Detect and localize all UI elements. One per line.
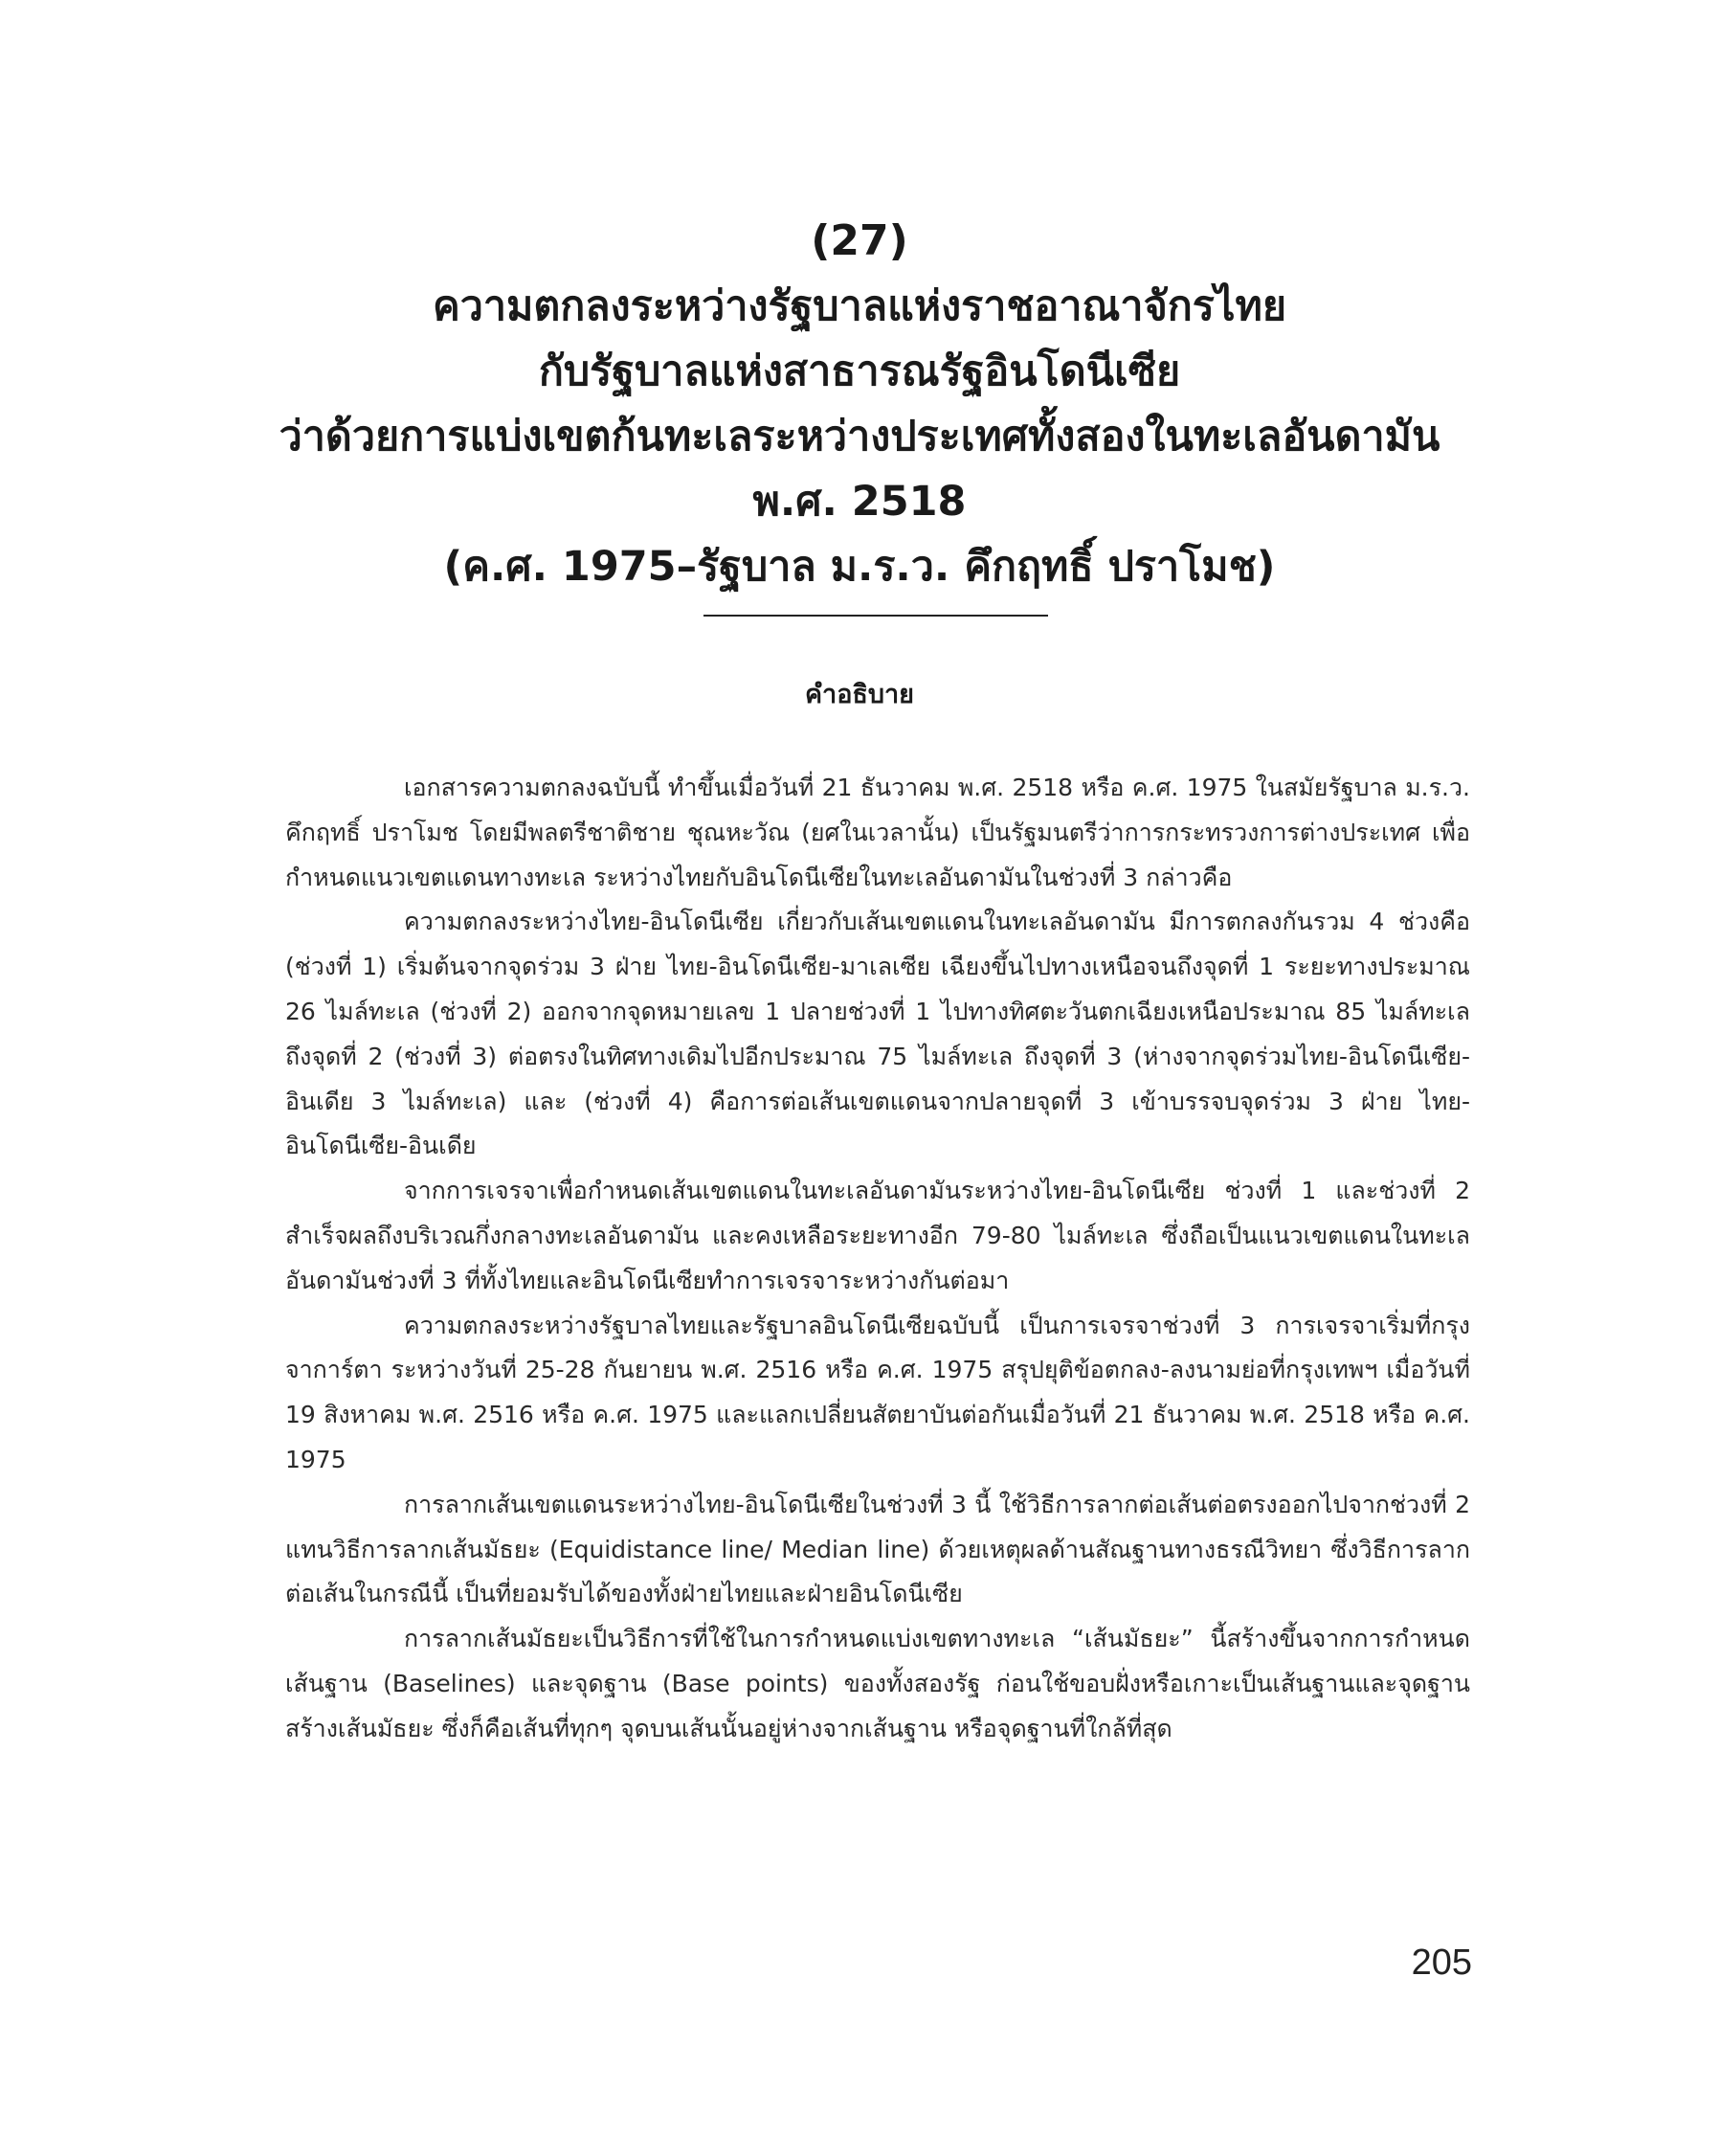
paragraph-3: จากการเจรจาเพื่อกำหนดเส้นเขตแดนในทะเลอันดามันระหว่างไทย-อินโดนีเซีย ช่วงที่ 1 และช่วงที่ 2 สำเร็จผลถึงบริเวณกึ่งกลางทะเลอันดามัน และคงเหลือระยะทางอีก 79-80 ไมล์ทะเล ซึ่งถือเป็นแนวเขตแดนในทะเลอันดามันช่วงที่ 3 ที่ทั้งไทยและอินโดนีเซียทำการเจรจาระหว่างกันต่อมา — [285, 1177, 1470, 1294]
title-line-5: (ค.ศ. 1975–รัฐบาล ม.ร.ว. คึกฤทธิ์ ปราโมช) — [443, 543, 1276, 591]
paragraph-1: เอกสารความตกลงฉบับนี้ ทำขึ้นเมื่อวันที่ 21 ธันวาคม พ.ศ. 2518 หรือ ค.ศ. 1975 ในสมัยรัฐบาล ม.ร.ว. คึกฤทธิ์ ปราโมช โดยมีพลตรีชาติชาย ชุณหะวัณ (ยศในเวลานั้น) เป็นรัฐมนตรีว่าการกระทรวงการต่างประเทศ เพื่อกำหนดแนวเขตแดนทางทะเล ระหว่างไทยกับอินโดนีเซียในทะเลอันดามันในช่วงที่ 3 กล่าวคือ — [285, 774, 1470, 891]
document-title — [0, 209, 1719, 599]
paragraph-2: ความตกลงระหว่างไทย-อินโดนีเซีย เกี่ยวกับเส้นเขตแดนในทะเลอันดามัน มีการตกลงกันรวม 4 ช่วงคือ (ช่วงที่ 1) เริ่มต้นจากจุดร่วม 3 ฝ่าย ไทย-อินโดนีเซีย-มาเลเซีย เฉียงขึ้นไปทางเหนือจนถึงจุดที่ 1 ระยะทางประมาณ 26 ไมล์ทะเล (ช่วงที่ 2) ออกจากจุดหมายเลข 1 ปลายช่วงที่ 1 ไปทางทิศตะวันตกเฉียงเหนือประมาณ 85 ไมล์ทะเล ถึงจุดที่ 2 (ช่วงที่ 3) ต่อตรงในทิศทางเดิมไปอีกประมาณ 75 ไมล์ทะเล ถึงจุดที่ 3 (ห่างจากจุดร่วมไทย-อินโดนีเซีย-อินเดีย 3 ไมล์ทะเล) และ (ช่วงที่ 4) คือการต่อเส้นเขตแดนจากปลายจุดที่ 3 เข้าบรรจบจุดร่วม 3 ฝ่าย ไทย-อินโดนีเซีย-อินเดีย — [285, 908, 1470, 1160]
title-line-2: กับรัฐบาลแห่งสาธารณรัฐอินโดนีเซีย — [538, 348, 1181, 395]
section-heading: คำอธิบาย — [804, 680, 915, 709]
title-divider — [703, 615, 1048, 617]
title-line-1: ความตกลงระหว่างรัฐบาลแห่งราชอาณาจักรไทย — [432, 282, 1287, 330]
paragraph-6: การลากเส้นมัธยะเป็นวิธีการที่ใช้ในการกำหนดแบ่งเขตทางทะเล “เส้นมัธยะ” นี้สร้างขึ้นจากการกำหนดเส้นฐาน (Baselines) และจุดฐาน (Base points) ของทั้งสองรัฐ ก่อนใช้ขอบฝั่งหรือเกาะเป็นเส้นฐานและจุดฐานสร้างเส้นมัธยะ ซึ่งก็คือเส้นที่ทุกๆ จุดบนเส้นนั้นอยู่ห่างจากเส้นฐาน หรือจุดฐานที่ใกล้ที่สุด — [285, 1625, 1470, 1742]
title-line-4: พ.ศ. 2518 — [752, 478, 967, 526]
page-number: 205 — [1411, 1943, 1472, 1983]
paragraph-5: การลากเส้นเขตแดนระหว่างไทย-อินโดนีเซียในช่วงที่ 3 นี้ ใช้วิธีการลากต่อเส้นต่อตรงออกไปจากช่วงที่ 2 แทนวิธีการลากเส้นมัธยะ (Equidistance line/ Median line) ด้วยเหตุผลด้านสัณฐานทางธรณีวิทยา ซึ่งวิธีการลากต่อเส้นในกรณีนี้ เป็นที่ยอมรับได้ของทั้งฝ่ายไทยและฝ่ายอินโดนีเซีย — [285, 1490, 1470, 1608]
title-line-3: ว่าด้วยการแบ่งเขตก้นทะเลระหว่างประเทศทั้งสองในทะเลอันดามัน — [279, 413, 1440, 460]
body-text — [285, 766, 1470, 1752]
document-number: (27) — [811, 216, 908, 265]
paragraph-4: ความตกลงระหว่างรัฐบาลไทยและรัฐบาลอินโดนีเซียฉบับนี้ เป็นการเจรจาช่วงที่ 3 การเจรจาเริ่มที่กรุงจาการ์ตา ระหว่างวันที่ 25-28 กันยายน พ.ศ. 2516 หรือ ค.ศ. 1975 สรุปยุติข้อตกลง-ลงนามย่อที่กรุงเทพฯ เมื่อวันที่ 19 สิงหาคม พ.ศ. 2516 หรือ ค.ศ. 1975 และแลกเปลี่ยนสัตยาบันต่อกันเมื่อวันที่ 21 ธันวาคม พ.ศ. 2518 หรือ ค.ศ. 1975 — [285, 1311, 1470, 1473]
